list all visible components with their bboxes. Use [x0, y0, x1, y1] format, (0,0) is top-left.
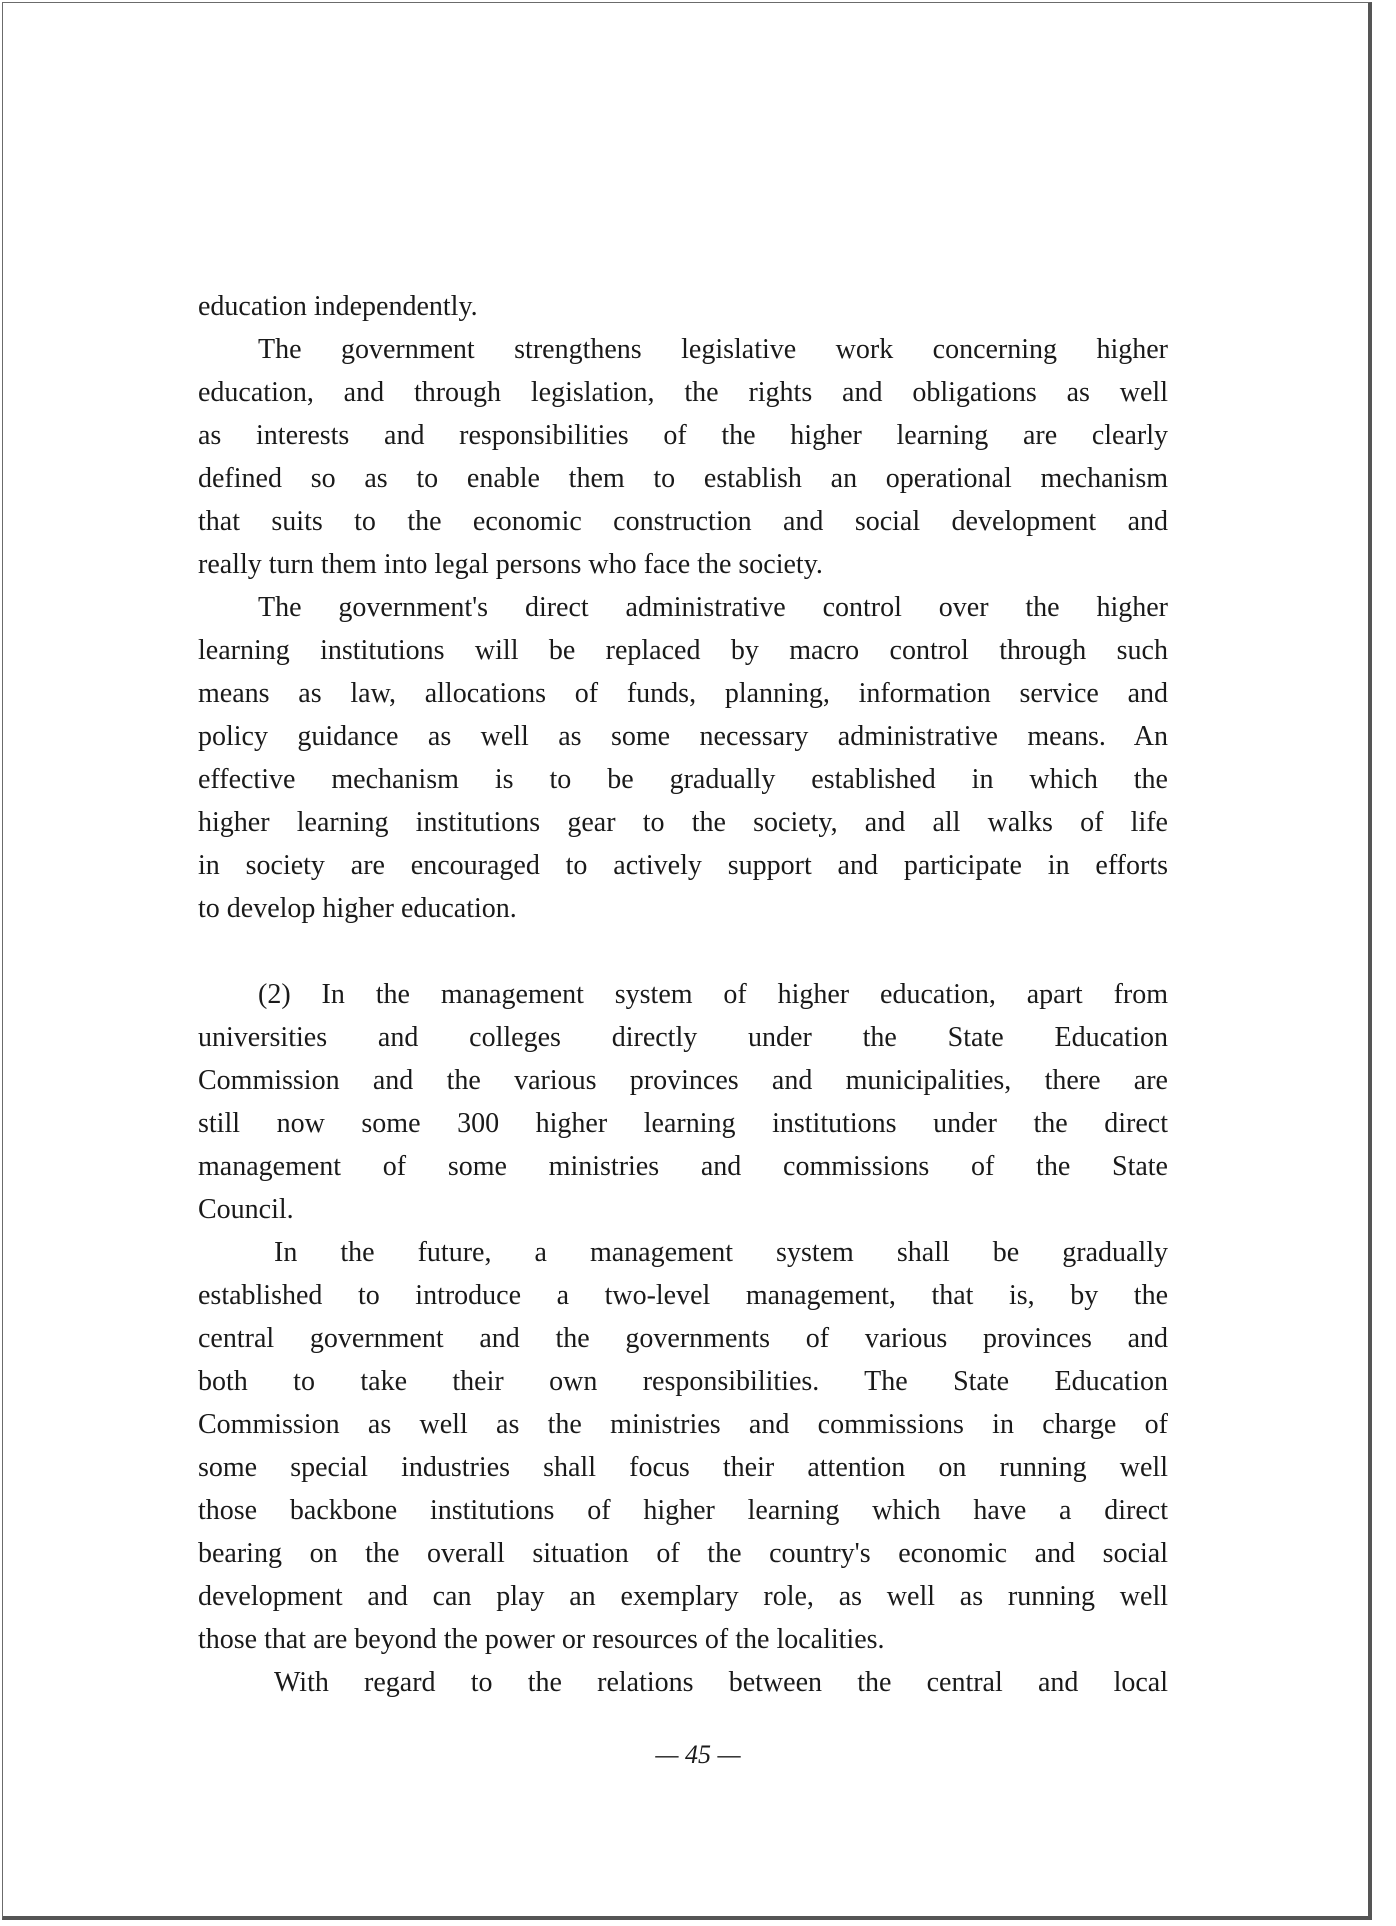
- text-line: Commission as well as the ministries and commissions in charge of: [198, 1409, 1168, 1440]
- text-line: The government strengthens legislative work concerning higher: [258, 334, 1168, 365]
- text-line: The government's direct administrative control over the higher: [258, 592, 1168, 623]
- text-line: learning institutions will be replaced by macro control through such: [198, 635, 1168, 666]
- text-line: to develop higher education.: [198, 893, 517, 924]
- paragraph-spacer: [198, 930, 1168, 973]
- text-line: bearing on the overall situation of the country's economic and social: [198, 1538, 1168, 1569]
- document-body: [198, 285, 1168, 1704]
- text-line: management of some ministries and commissions of the State: [198, 1151, 1168, 1182]
- text-line: still now some 300 higher learning institutions under the direct: [198, 1108, 1168, 1139]
- text-line: Commission and the various provinces and municipalities, there are: [198, 1065, 1168, 1096]
- text-line: universities and colleges directly under the State Education: [198, 1022, 1168, 1053]
- text-line: Council.: [198, 1194, 294, 1225]
- text-line: some special industries shall focus their attention on running well: [198, 1452, 1168, 1483]
- text-line: means as law, allocations of funds, planning, information service and: [198, 678, 1168, 709]
- text-line: education, and through legislation, the rights and obligations as well: [198, 377, 1168, 408]
- text-line: effective mechanism is to be gradually established in which the: [198, 764, 1168, 795]
- text-line: in society are encouraged to actively support and participate in efforts: [198, 850, 1168, 881]
- text-line: In the future, a management system shall be gradually: [274, 1237, 1168, 1268]
- text-line: as interests and responsibilities of the higher learning are clearly: [198, 420, 1168, 451]
- page-number: — 45 —: [655, 1740, 741, 1769]
- text-line: central government and the governments of various provinces and: [198, 1323, 1168, 1354]
- text-line: development and can play an exemplary role, as well as running well: [198, 1581, 1168, 1612]
- text-line: really turn them into legal persons who face the society.: [198, 549, 823, 580]
- text-line: With regard to the relations between the central and local: [274, 1667, 1168, 1698]
- text-line: that suits to the economic construction and social development and: [198, 506, 1168, 537]
- text-line: (2) In the management system of higher education, apart from: [258, 979, 1168, 1010]
- text-line: defined so as to enable them to establish an operational mechanism: [198, 463, 1168, 494]
- text-line: both to take their own responsibilities. The State Education: [198, 1366, 1168, 1397]
- text-line: established to introduce a two-level management, that is, by the: [198, 1280, 1168, 1311]
- text-line: those that are beyond the power or resources of the localities.: [198, 1624, 885, 1655]
- text-line: higher learning institutions gear to the society, and all walks of life: [198, 807, 1168, 838]
- text-line: policy guidance as well as some necessary administrative means. An: [198, 721, 1168, 752]
- text-line: education independently.: [198, 291, 478, 322]
- text-line: those backbone institutions of higher learning which have a direct: [198, 1495, 1168, 1526]
